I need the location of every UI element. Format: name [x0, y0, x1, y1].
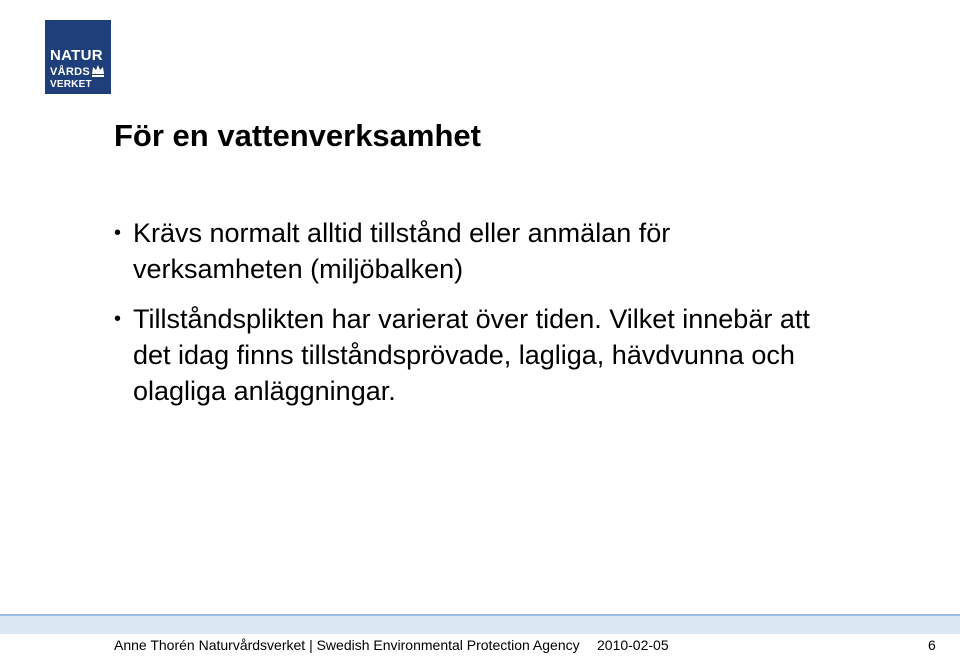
- footer-date: 2010-02-05: [597, 637, 669, 653]
- bullet-list: [114, 215, 814, 423]
- page-number: 6: [928, 637, 936, 653]
- bullet-item: [114, 301, 814, 409]
- crown-emblem-icon: [90, 62, 106, 78]
- naturvardsverket-logo: [45, 20, 111, 94]
- bullet-text: Krävs normalt alltid tillstånd eller anmälan för verksamheten (miljöbalken): [133, 218, 671, 284]
- slide-title: För en vattenverksamhet: [114, 118, 481, 153]
- logo-text-line1: NATUR: [50, 47, 103, 64]
- bullet-item: [114, 215, 814, 287]
- logo-text-line3: VERKET: [50, 79, 92, 90]
- bullet-text: Tillståndsplikten har varierat över tiden. Vilket innebär att det idag finns tillståndsprövade, lagliga, hävdvunna och olagliga anläggningar.: [133, 304, 810, 406]
- footer-band: [0, 614, 960, 634]
- bullet-icon: •: [114, 222, 122, 244]
- logo-text-line2: VÅRDS: [50, 66, 91, 78]
- bullet-icon: •: [114, 308, 122, 330]
- footer-credit: Anne Thorén Naturvårdsverket | Swedish Environmental Protection Agency: [114, 637, 580, 653]
